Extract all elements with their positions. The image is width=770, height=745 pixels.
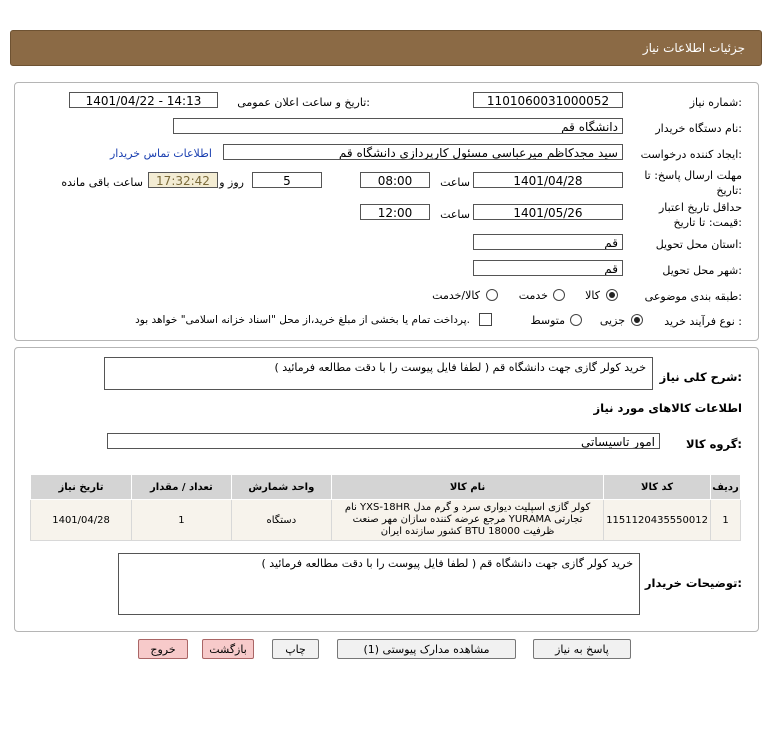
reply-button[interactable]: پاسخ به نیاز <box>533 639 631 659</box>
validity-date-field: 1401/05/26 <box>473 204 623 220</box>
category-option-goods: کالا <box>585 289 600 302</box>
category-label: طبقه بندی موضوعی: <box>644 290 742 303</box>
category-radio-goods[interactable] <box>606 289 618 301</box>
validity-label-line1: حداقل تاریخ اعتبار <box>658 201 742 214</box>
category-radio-both[interactable] <box>486 289 498 301</box>
deadline-label <box>644 168 742 198</box>
goods-group-label: گروه کالا: <box>686 437 742 451</box>
col-qty: تعداد / مقدار <box>132 475 232 500</box>
category-radio-service[interactable] <box>553 289 565 301</box>
deadline-label-line1: مهلت ارسال پاسخ: تا <box>644 169 742 182</box>
deadline-label-line2: تاریخ: <box>716 184 742 197</box>
col-code: کد کالا <box>604 475 711 500</box>
deadline-time-label: ساعت <box>440 176 470 189</box>
province-label: استان محل تحویل: <box>655 238 742 251</box>
cell-date: 1401/04/28 <box>31 500 132 541</box>
summary-label: شرح کلی نیاز: <box>659 370 742 384</box>
validity-time-field: 12:00 <box>360 204 430 220</box>
col-unit: واحد شمارش <box>231 475 331 500</box>
deadline-time-field: 08:00 <box>360 172 430 188</box>
process-label: نوع فرآیند خرید : <box>664 315 742 328</box>
city-field: قم <box>473 260 623 276</box>
goods-table-header <box>31 475 741 500</box>
days-field: 5 <box>252 172 322 188</box>
summary-field: خرید کولر گازی جهت دانشگاه قم ( لطفا فایل پیوست را با دقت مطالعه فرمائید ) <box>104 357 653 390</box>
view-attachments-button[interactable]: مشاهده مدارک پیوستی (1) <box>337 639 516 659</box>
deadline-date-field: 1401/04/28 <box>473 172 623 188</box>
process-radio-medium[interactable] <box>570 314 582 326</box>
buyer-notes-field: خرید کولر گازی جهت دانشگاه قم ( لطفا فایل پیوست را با دقت مطالعه فرمائید ) <box>118 553 640 615</box>
treasury-payment-checkbox[interactable] <box>479 313 492 326</box>
city-label: شهر محل تحویل: <box>662 264 742 277</box>
goods-info-title: اطلاعات کالاهای مورد نیاز <box>593 401 742 415</box>
exit-button[interactable]: خروج <box>138 639 188 659</box>
goods-group-field: امور تاسیساتی <box>107 433 660 449</box>
page-header <box>10 30 762 66</box>
category-option-service: خدمت <box>518 289 548 302</box>
cell-unit: دستگاه <box>231 500 331 541</box>
need-number-field: 1101060031000052 <box>473 92 623 108</box>
requester-label: ایجاد کننده درخواست: <box>640 148 742 161</box>
announce-field: 1401/04/22 - 14:13 <box>69 92 218 108</box>
category-option-both: کالا/خدمت <box>432 289 480 302</box>
process-radio-minor[interactable] <box>631 314 643 326</box>
buyer-org-field: دانشگاه قم <box>173 118 623 134</box>
validity-time-label: ساعت <box>440 208 470 221</box>
col-row: ردیف <box>711 475 741 500</box>
announce-label: تاریخ و ساعت اعلان عمومی: <box>237 96 370 109</box>
back-button[interactable]: بازگشت <box>202 639 254 659</box>
cell-code: 1151120435550012 <box>604 500 711 541</box>
col-name: نام کالا <box>331 475 603 500</box>
process-option-minor: جزیی <box>599 314 625 327</box>
validity-label <box>659 200 742 230</box>
print-button[interactable]: چاپ <box>272 639 319 659</box>
cell-name: کولر گازی اسپلیت دیواری سرد و گرم مدل YXS-18HR نام تجارتی YURAMA مرجع عرضه کننده سازان مهر صنعت ظرفیت BTU 18000 کشور سازنده ایران <box>331 500 603 541</box>
remaining-label: ساعت باقی مانده <box>61 176 143 189</box>
table-row <box>31 500 741 541</box>
days-label: روز و <box>219 176 244 189</box>
buyer-org-label: نام دستگاه خریدار: <box>655 122 742 135</box>
col-date: تاریخ نیاز <box>31 475 132 500</box>
cell-row: 1 <box>711 500 741 541</box>
process-option-medium: متوسط <box>530 314 565 327</box>
goods-table <box>30 474 741 541</box>
validity-label-line2: قیمت: تا تاریخ: <box>673 216 742 229</box>
buyer-notes-label: توضیحات خریدار: <box>644 576 742 590</box>
page-title: جزئیات اطلاعات نیاز <box>642 41 745 55</box>
cell-qty: 1 <box>132 500 232 541</box>
province-field: قم <box>473 234 623 250</box>
requester-field: سید مجدکاظم میرعباسی مسئول کارپردازی دانشگاه قم <box>223 144 623 160</box>
contact-buyer-link[interactable]: اطلاعات تماس خریدار <box>110 147 212 160</box>
remaining-time-field: 17:32:42 <box>148 172 218 188</box>
need-number-label: شماره نیاز: <box>689 96 742 109</box>
treasury-payment-note: پرداخت تمام یا بخشی از مبلغ خرید،از محل "اسناد خزانه اسلامی" خواهد بود. <box>135 314 470 326</box>
